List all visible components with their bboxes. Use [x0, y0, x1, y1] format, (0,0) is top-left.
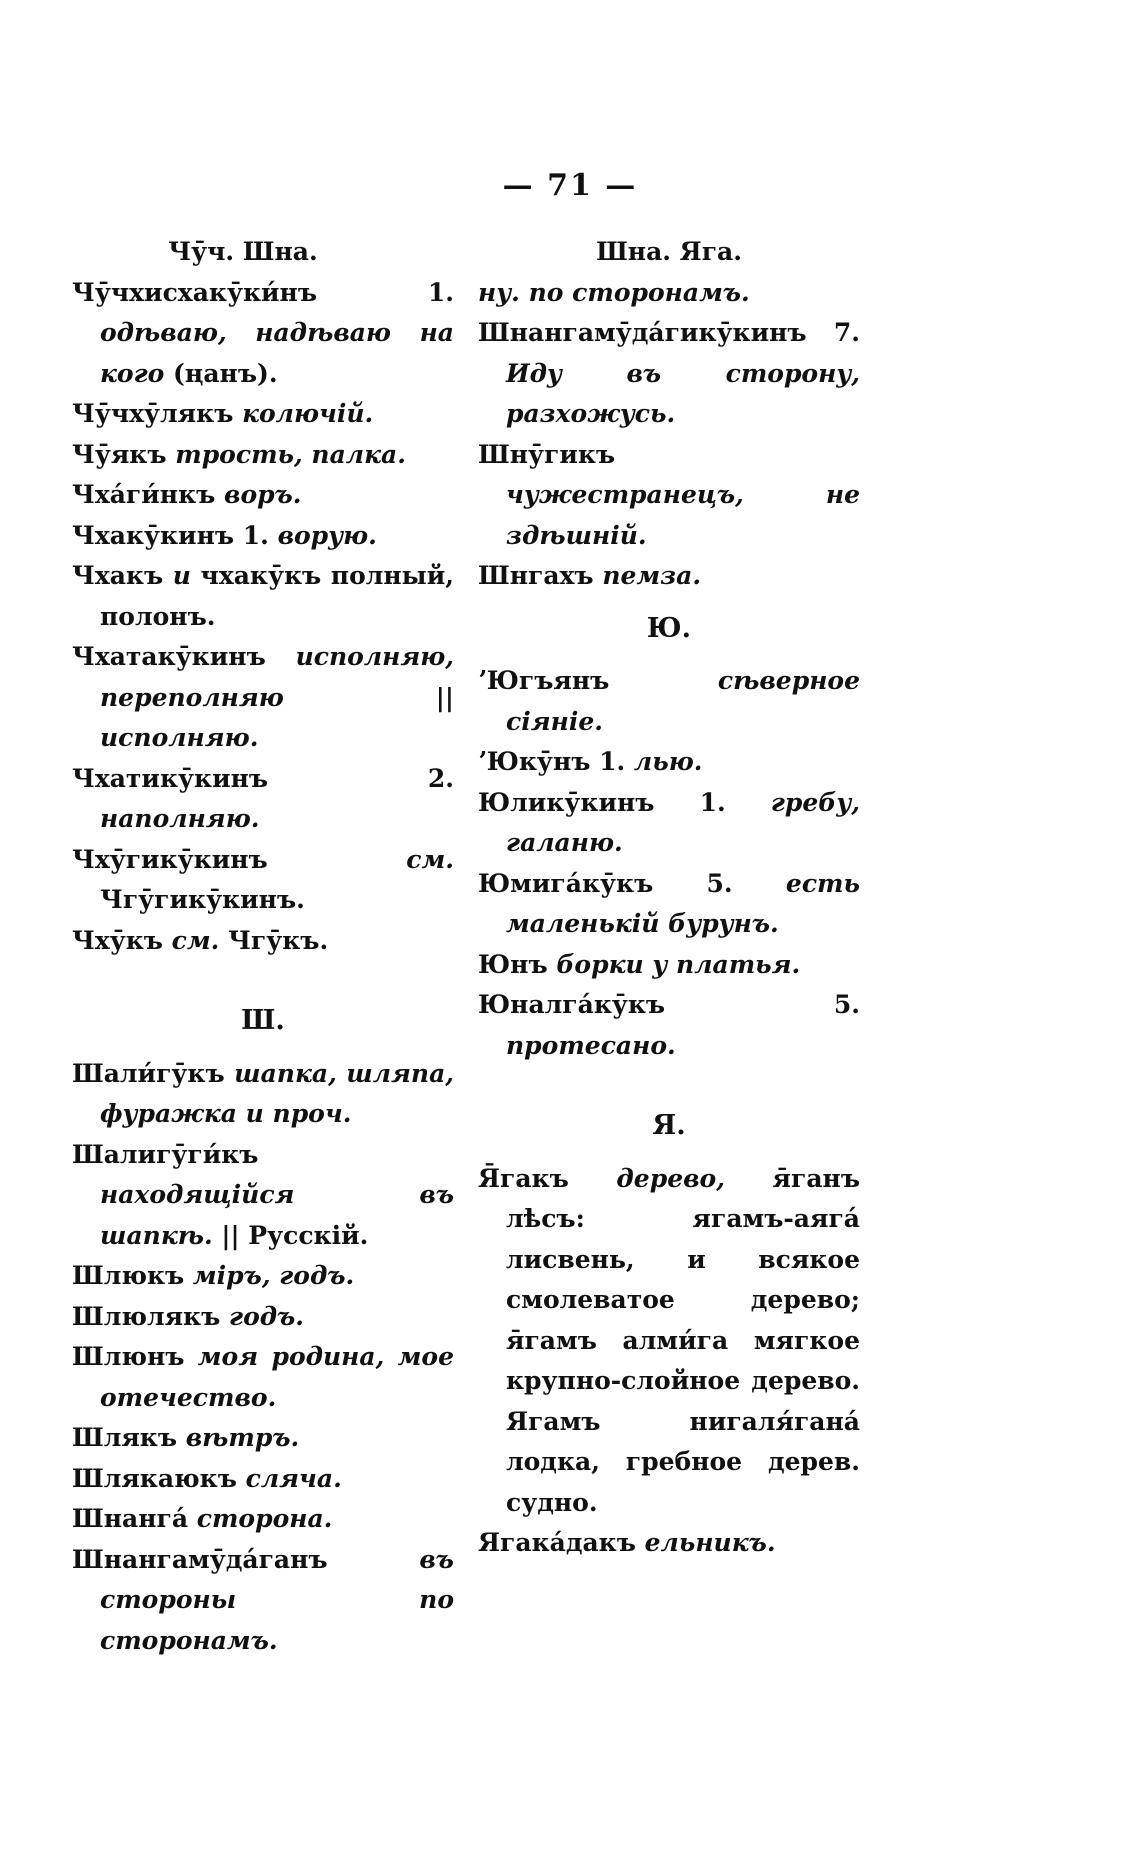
section-letter-sh: Ш.: [241, 1005, 285, 1036]
entry-definition: см.: [406, 844, 454, 874]
entry-headword: Юнъ: [478, 949, 557, 979]
entry-continuation: (ңанъ).: [164, 358, 278, 388]
right-entries-c: [478, 1159, 860, 1564]
dictionary-entry: [478, 435, 860, 557]
entry-headword: Чхакъ: [72, 561, 173, 590]
dictionary-entry: [478, 661, 860, 742]
right-column-header: Шна. Яга.: [596, 237, 742, 266]
dictionary-entry: [72, 1054, 454, 1135]
entry-headword: Чхӯкъ: [72, 925, 172, 955]
entry-definition: чужестранецъ, не здѣшній.: [506, 480, 860, 550]
entry-definition: міръ, годъ.: [192, 1261, 355, 1290]
entry-definition: есть маленькій бурунъ.: [506, 868, 860, 938]
entry-definition: одѣваю, надѣваю на кого: [100, 318, 454, 388]
section-letter-ya: Я.: [652, 1110, 686, 1141]
dictionary-entry: [72, 475, 454, 516]
left-entries-a: [72, 273, 454, 962]
entry-continuation: || Русскій.: [212, 1220, 369, 1250]
dictionary-entry: [72, 1459, 454, 1500]
dictionary-entry: [72, 1540, 454, 1662]
entry-headword: Шлякъ: [72, 1423, 186, 1452]
entry-headword: Шлюкъ: [72, 1261, 193, 1290]
entry-headword: ʼЮкӯнъ 1.: [478, 747, 634, 776]
dictionary-entry: [72, 637, 454, 759]
entry-definition: ну. по сторонамъ.: [478, 277, 750, 307]
dictionary-entry: [72, 1297, 454, 1338]
dictionary-entry: [478, 273, 860, 314]
left-column-header: Чӯч. Шна.: [168, 237, 318, 266]
dictionary-entry: [72, 556, 454, 637]
section-letter-yu: Ю.: [646, 612, 692, 644]
entry-continuation: чхакӯкъ полный, полонъ.: [100, 561, 454, 631]
dictionary-entry: [72, 1135, 454, 1257]
right-entries-a: [478, 273, 860, 597]
entry-headword: Шалигӯги́къ: [72, 1139, 259, 1169]
entry-headword: Шлякаюкъ: [72, 1463, 246, 1493]
entry-definition: трость, палка.: [175, 439, 406, 469]
entry-headword: Шнгахъ: [478, 561, 603, 590]
entry-headword: Чхӯгикӯкинъ: [72, 844, 407, 874]
entry-continuation: я̄ганъ лѣсъ: ягамъ-аяга́ лисвень, и всякое смолеватое дерево; я̄гамъ алми́га мягкое крупно-слойное дерево. Ягамъ нигаля́гана́ лодка, гребное дерев. судно.: [506, 1163, 860, 1517]
dictionary-entry: [72, 273, 454, 395]
entry-continuation: Чгӯкъ.: [219, 925, 329, 955]
dictionary-entry: [478, 1159, 860, 1524]
right-entries-b: [478, 661, 860, 1066]
entry-definition: годъ.: [229, 1301, 304, 1331]
entry-headword: Чӯчхисхакӯки́нъ 1.: [72, 277, 454, 307]
entry-definition: воръ.: [224, 480, 302, 509]
entry-headword: Ягака́дакъ: [478, 1528, 645, 1557]
entry-headword: ʼЮгъянъ: [478, 666, 718, 695]
entry-headword: Чхакӯкинъ 1.: [72, 520, 278, 550]
entry-definition: наполняю.: [100, 804, 260, 833]
entry-headword: Чӯякъ: [72, 439, 176, 469]
dictionary-entry: [478, 945, 860, 986]
left-entries-b: [72, 1054, 454, 1662]
dictionary-entry: [478, 783, 860, 864]
entry-definition: борки у платья.: [556, 949, 801, 979]
dictionary-entry: [478, 985, 860, 1066]
entry-headword: Юликӯкинъ 1.: [478, 787, 771, 817]
entry-definition: находящійся въ шапкѣ.: [100, 1180, 454, 1250]
entry-headword: Шнӯгикъ: [478, 439, 616, 469]
entry-definition: въ стороны по сторонамъ.: [100, 1544, 454, 1655]
entry-definition: сторона.: [196, 1504, 333, 1533]
dictionary-entry: [478, 313, 860, 435]
entry-headword: Я̄гакъ: [478, 1163, 617, 1193]
dictionary-entry: [478, 1523, 860, 1564]
entry-definition: исполняю, переполняю || исполняю.: [100, 642, 454, 752]
dictionary-entry: [478, 556, 860, 597]
entry-definition: сѣверное сіяніе.: [506, 666, 860, 736]
dictionary-entry: [478, 742, 860, 783]
entry-definition: вѣтръ.: [185, 1423, 300, 1452]
entry-definition: ворую.: [277, 520, 377, 550]
entry-definition: гребу, галаню.: [506, 787, 860, 857]
dictionary-entry: [72, 840, 454, 921]
entry-headword: Шнанга́: [72, 1504, 197, 1533]
entry-headword: Чхатикӯкинъ 2.: [72, 763, 454, 793]
entry-definition: моя родина, мое отечество.: [100, 1342, 454, 1412]
entry-continuation: Чгӯгикӯкинъ.: [100, 885, 305, 914]
dictionary-entry: [478, 864, 860, 945]
dictionary-entry: [72, 1337, 454, 1418]
entry-definition: протесано.: [506, 1030, 676, 1060]
dictionary-entry: [72, 435, 454, 476]
dictionary-entry: [72, 759, 454, 840]
entry-headword: Шлюнъ: [72, 1342, 198, 1371]
entry-definition: пемза.: [602, 561, 702, 590]
entry-definition: шапка, шляпа, фуражка и проч.: [100, 1058, 454, 1128]
entry-headword: Чӯчхӯлякъ: [72, 399, 243, 428]
entry-headword: Шлюлякъ: [72, 1301, 229, 1331]
dictionary-entry: [72, 1499, 454, 1540]
entry-definition: см.: [171, 925, 220, 955]
page-number: — 71 —: [502, 168, 638, 203]
entry-headword: Шнангамӯда́гикӯкинъ 7.: [478, 318, 860, 347]
dictionary-entry: [72, 921, 454, 962]
entry-definition: колючій.: [242, 399, 374, 428]
entry-definition: ельникъ.: [644, 1528, 776, 1557]
dictionary-entry: [72, 1418, 454, 1459]
dictionary-entry: [72, 394, 454, 435]
entry-headword: Шали́гӯкъ: [72, 1058, 235, 1088]
right-column: [478, 232, 860, 1564]
entry-headword: Шнангамӯда́ганъ: [72, 1544, 420, 1574]
entry-definition: лью.: [633, 747, 703, 776]
entry-definition: Иду въ сторону, разхожусь.: [506, 358, 860, 428]
left-column: [72, 232, 454, 1661]
entry-headword: Чха́ги́нкъ: [72, 480, 225, 509]
entry-definition: сляча.: [245, 1463, 342, 1493]
entry-headword: Юмига́кӯкъ 5.: [478, 868, 786, 898]
entry-headword: Чхатакӯкинъ: [72, 642, 296, 671]
entry-definition: и: [172, 561, 191, 590]
dictionary-entry: [72, 516, 454, 557]
dictionary-entry: [72, 1256, 454, 1297]
entry-definition: дерево,: [616, 1163, 725, 1193]
entry-headword: Юналга́кӯкъ 5.: [478, 990, 860, 1019]
